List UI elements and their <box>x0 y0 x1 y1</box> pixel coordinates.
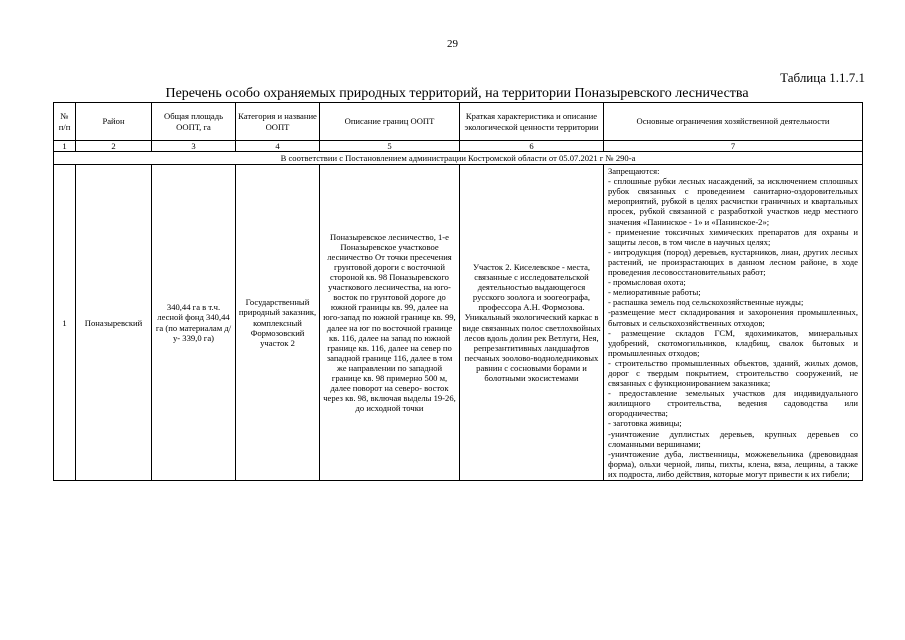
column-number: 7 <box>604 141 863 152</box>
header-cell: Общая площадь ООПТ, га <box>152 103 236 141</box>
restriction-item: - промысловая охота; <box>608 277 686 288</box>
column-number: 3 <box>152 141 236 152</box>
column-number: 5 <box>320 141 460 152</box>
column-number: 4 <box>236 141 320 152</box>
header-cell: Основные ограничения хозяйственной деятельности <box>604 103 863 141</box>
restriction-item: - сплошные рубки лесных насаждений, за исключением сплошных рубок связанных с проведением санитарно-оздоровительных мероприятий, рубкой в целях расчистки граничных и квартальных просек, рубкой связанной с разработкой участков недр местного значения «Панинское - 1» и «Панинское-2»; <box>608 176 858 227</box>
page-number: 29 <box>447 38 458 50</box>
column-number: 2 <box>76 141 152 152</box>
area-cell: 340,44 га в т.ч. лесной фонд 340,44 га (по материалам д/у- 339,0 га) <box>152 165 236 481</box>
header-cell: № п/п <box>54 103 76 141</box>
row-number: 1 <box>54 165 76 481</box>
restriction-item: - предоставление земельных участков для индивидуального жилищного строительства, ведения садоводства или огородничества; <box>608 388 858 419</box>
restriction-item: - интродукция (пород) деревьев, кустарников, лиан, других лесных растений, не произрастающих в данном лесном районе, в ходе проведения лесовосстановительных работ; <box>608 246 858 278</box>
section-row-text: В соответствии с Постановлением администрации Костромской области от 05.07.2021 г № 290-а <box>54 152 863 165</box>
table-label: Таблица 1.1.7.1 <box>780 70 865 85</box>
column-number: 6 <box>460 141 604 152</box>
restrictions-intro: Запрещаются: <box>608 166 660 177</box>
category-cell: Государственный природный заказник, комплексный Формозовский участок 2 <box>236 165 320 481</box>
restriction-item: - строительство промышленных объектов, зданий, жилых домов, дорог с твердым покрытием, строительство сооружений, не связанных с функционированием заказника; <box>608 357 858 389</box>
restriction-item: -уничтожение дуплистых деревьев, крупных деревьев со сломанными вершинами; <box>608 428 858 449</box>
table-row <box>54 165 863 481</box>
restriction-item: - заготовка живицы; <box>608 418 682 429</box>
header-cell: Район <box>76 103 152 141</box>
restriction-item: - мелиоративные работы; <box>608 287 701 298</box>
restriction-item: -размещение мест складирования и захоронения промышленных, бытовых и сельскохозяйственных отходов; <box>608 307 858 328</box>
district-cell: Поназыревский <box>76 165 152 481</box>
header-row <box>54 103 863 141</box>
protected-areas-table <box>53 102 863 481</box>
header-cell: Описание границ ООПТ <box>320 103 460 141</box>
column-number-row <box>54 141 863 152</box>
restriction-item: -уничтожение дуба, лиственницы, можжевельника (древовидная форма), ольхи черной, липы, пихты, клена, вяза, лещины, а также их подроста, либо действия, которые могут привести к их гибели; <box>608 448 858 479</box>
characteristic-cell: Участок 2. Киселевское - места, связанные с исследовательской деятельностью выдающегося русского зоолога и зоогеографа, профессора А.Н. Формозова. Уникальный экологический каркас в виде связанных полос светлохвойных лесов вдоль долин рек Ветлуги, Нея, репрезантитивных ландшафтов песчаных зоолово-водноледниковых равнин с сосновыми борами и болотными экосистемами <box>460 165 604 481</box>
restrictions-cell <box>604 165 863 481</box>
restriction-item: - применение токсичных химических препаратов для охраны и защиты лесов, в том числе в научных целях; <box>608 226 858 247</box>
document-title: Перечень особо охраняемых природных территорий, на территории Поназыревского лесничества <box>165 86 749 101</box>
section-row <box>54 152 863 165</box>
header-cell: Краткая характеристика и описание экологической ценности территории <box>460 103 604 141</box>
restriction-item: - распашка земель под сельскохозяйственные нужды; <box>608 297 804 308</box>
column-number: 1 <box>54 141 76 152</box>
borders-cell: Поназыревское лесничество, 1-е Поназыревское участковое лесничество От точки пресечения грунтовой дороги с восточной стороной кв. 98 Поназыревского участкового лесничества, на юго-восток по грунтовой дороге до южной границы кв. 99, далее на юго-запад по южной границе кв. 99, далее на юг по восточной границе кв. 116, далее на запад по южной границе кв. 116, далее на север по западной границе 116, далее в том же направлении по западной границе кв. 98 примерно 500 м, далее поворот на северо- восток через кв. 98, включая выделы 19-26, до исходной точки <box>320 165 460 481</box>
header-cell: Категория и название ООПТ <box>236 103 320 141</box>
restriction-item: - размещение складов ГСМ, ядохимикатов, минеральных удобрений, скотомогильников, кладбищ, свалок бытовых и промышленных отходов; <box>608 327 858 358</box>
